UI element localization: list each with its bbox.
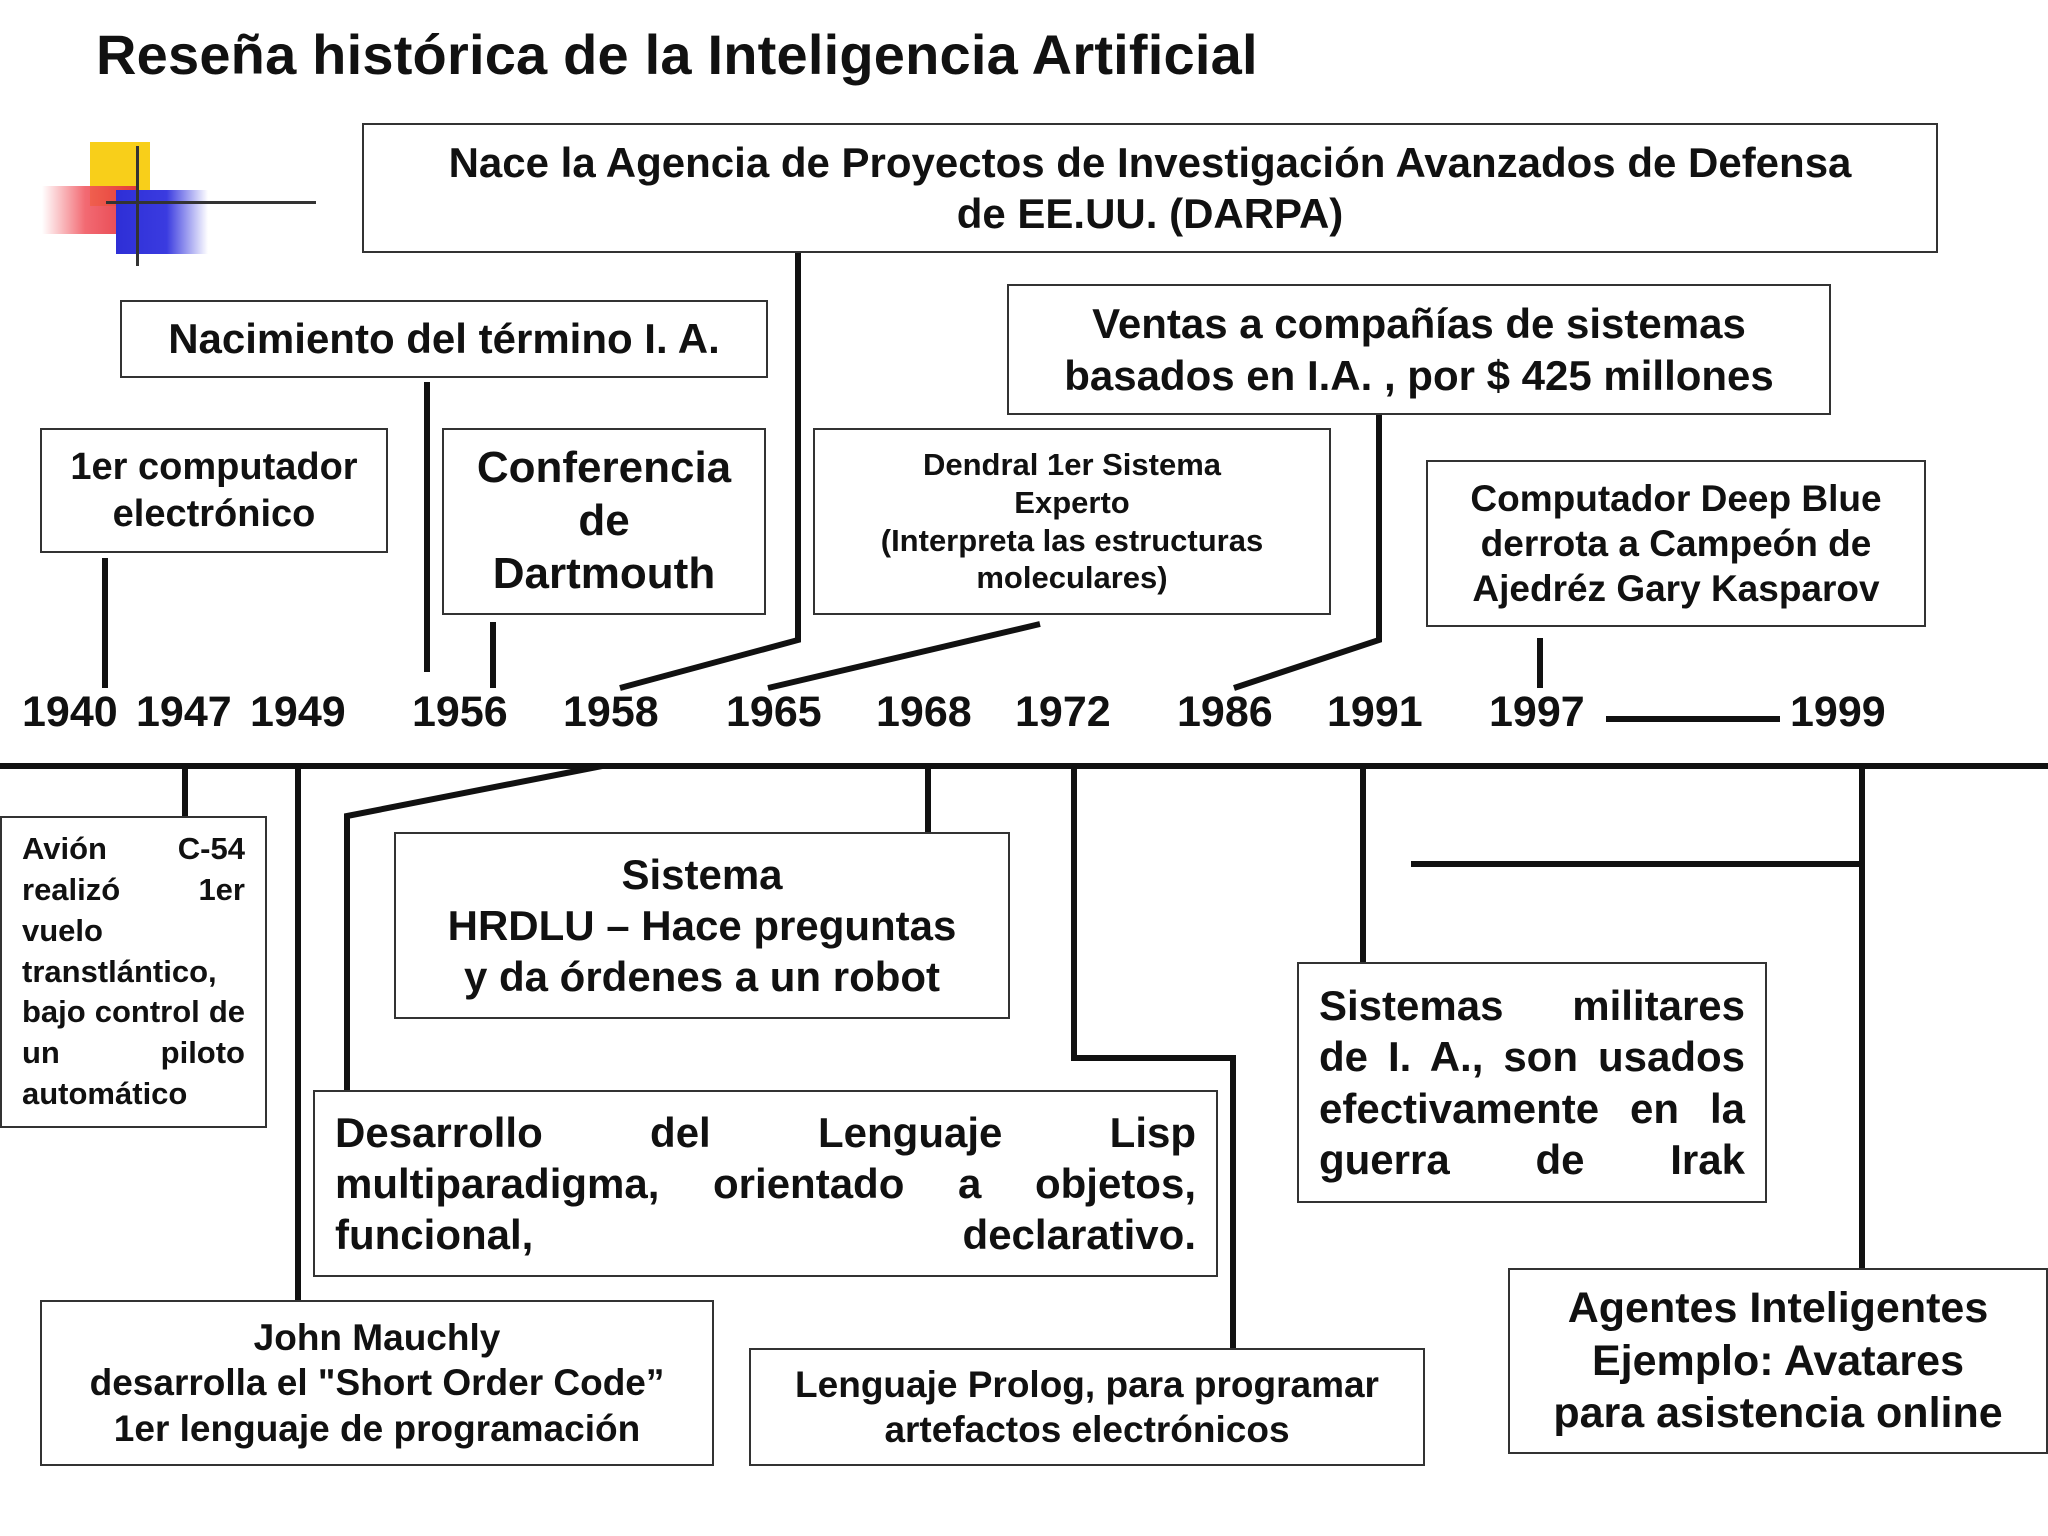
- event-dendral: Dendral 1er Sistema Experto (Interpreta las estructuras moleculares): [813, 428, 1331, 615]
- event-prolog: Lenguaje Prolog, para programar artefactos electrónicos: [749, 1348, 1425, 1466]
- event-darpa: Nace la Agencia de Proyectos de Investigación Avanzados de Defensa de EE.UU. (DARPA): [362, 123, 1938, 253]
- event-primer-computador: 1er computador electrónico: [40, 428, 388, 553]
- event-avion: Avión C-54 realizó 1er vuelo transtlántico, bajo control de un piloto automático: [0, 816, 267, 1128]
- page-title: Reseña histórica de la Inteligencia Artificial: [96, 23, 1258, 86]
- event-agentes: Agentes Inteligentes Ejemplo: Avatares para asistencia online: [1508, 1268, 2048, 1454]
- year-label: 1949: [250, 688, 346, 736]
- year-label: 1991: [1327, 688, 1423, 736]
- year-label: 1947: [136, 688, 232, 736]
- connector-1965: [768, 624, 1040, 688]
- year-label: 1968: [876, 688, 972, 736]
- event-lisp: Desarrollo del Lenguaje Lisp multiparadigma, orientado a objetos, funcional, declarativo.: [313, 1090, 1218, 1277]
- event-mauchly: John Mauchly desarrolla el "Short Order Code” 1er lenguaje de programación: [40, 1300, 714, 1466]
- year-label: 1956: [412, 688, 508, 736]
- event-hrdlu: Sistema HRDLU – Hace preguntas y da órdenes a un robot: [394, 832, 1010, 1019]
- year-label: 1999: [1790, 688, 1886, 736]
- year-label: 1958: [563, 688, 659, 736]
- year-label: 1986: [1177, 688, 1273, 736]
- event-ventas: Ventas a compañías de sistemas basados en I.A. , por $ 425 millones: [1007, 284, 1831, 415]
- event-termino-ia: Nacimiento del término I. A.: [120, 300, 768, 378]
- year-label: 1972: [1015, 688, 1111, 736]
- year-label: 1965: [726, 688, 822, 736]
- event-militares: Sistemas militares de I. A., son usados efectivamente en la guerra de Irak: [1297, 962, 1767, 1203]
- year-label: 1997: [1489, 688, 1585, 736]
- year-label: 1940: [22, 688, 118, 736]
- event-deep-blue: Computador Deep Blue derrota a Campeón de Ajedréz Gary Kasparov: [1426, 460, 1926, 627]
- event-dartmouth: Conferencia de Dartmouth: [442, 428, 766, 615]
